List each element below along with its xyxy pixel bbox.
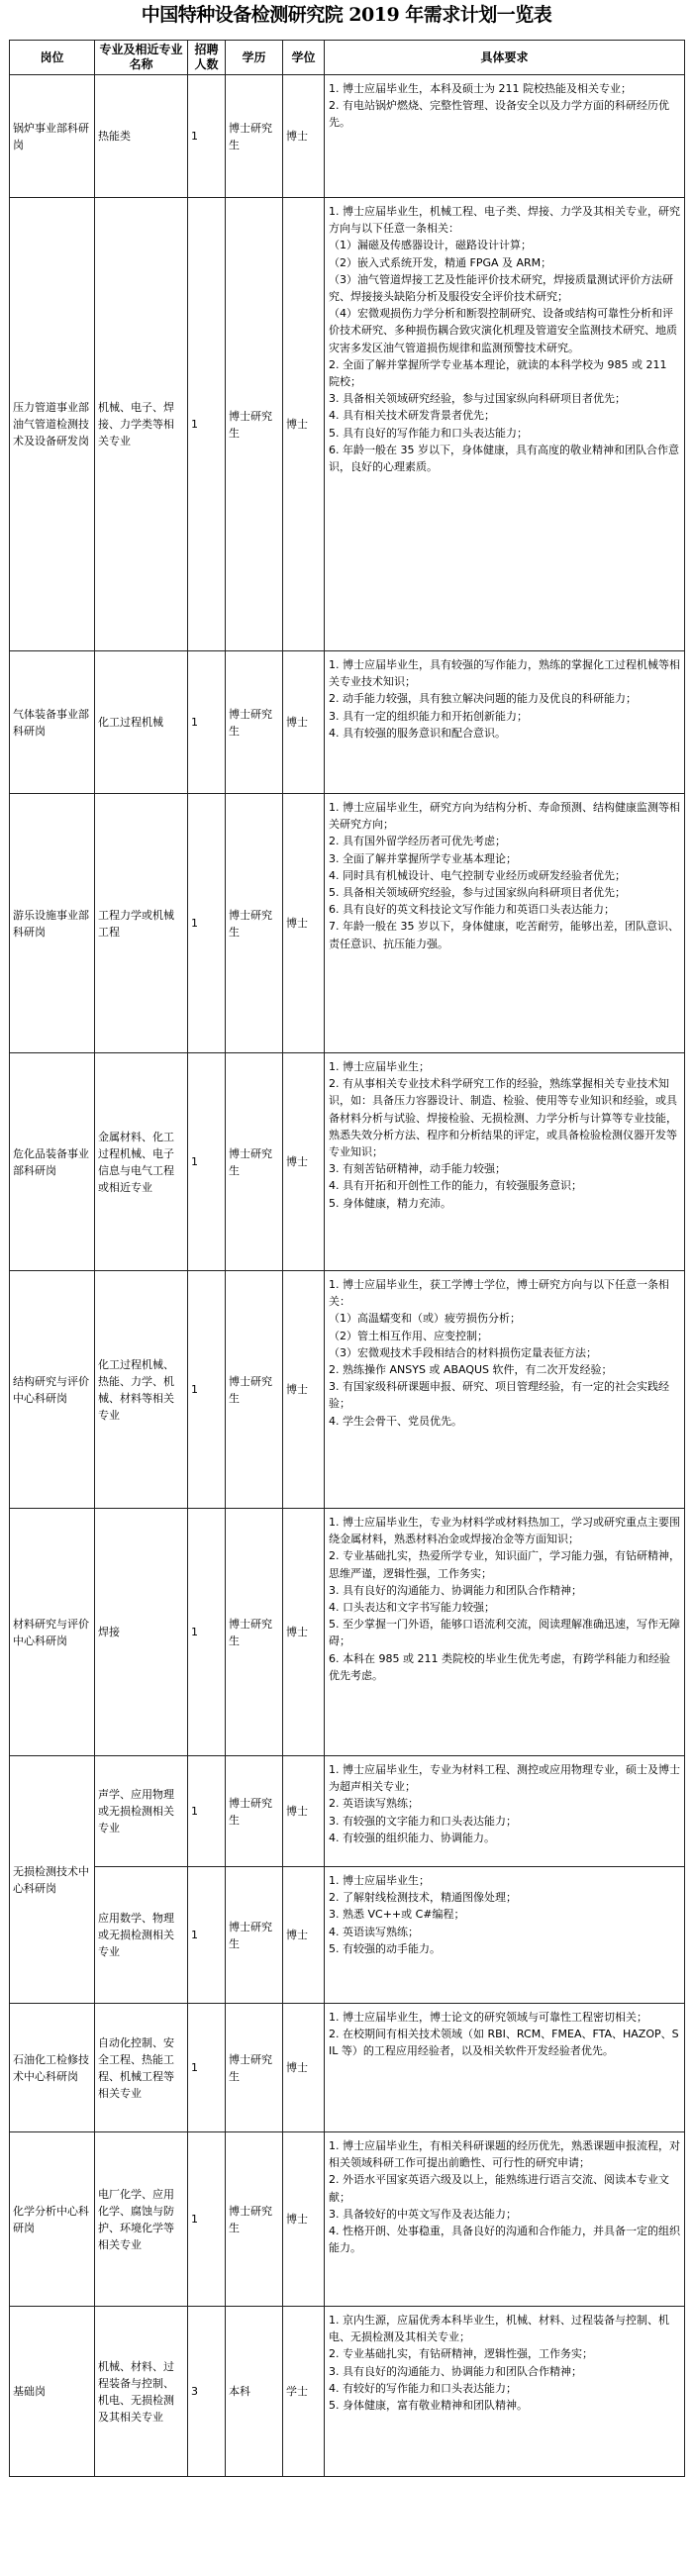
post-cell: 压力管道事业部油气管道检测技术及设备研发岗 bbox=[10, 198, 95, 651]
degree-cell: 博士 bbox=[283, 1053, 325, 1271]
count-cell: 1 bbox=[188, 1867, 226, 2004]
requirement-line: 3. 有国家级科研课题申报、研究、项目管理经验，有一定的社会实践经验； bbox=[329, 1380, 669, 1411]
education-cell: 博士研究生 bbox=[226, 1271, 283, 1509]
count-cell: 1 bbox=[188, 1509, 226, 1756]
requirement-line: 1. 博士应届毕业生，研究方向为结构分析、寿命预测、结构健康监测等相关研究方向； bbox=[329, 801, 680, 832]
count-cell: 1 bbox=[188, 651, 226, 794]
requirement-line: 6. 具有良好的英文科技论文写作能力和英语口头表达能力； bbox=[329, 903, 615, 917]
requirement-line: 5. 身体健康，精力充沛。 bbox=[329, 1196, 451, 1210]
requirement-line: 1. 博士应届毕业生，具有较强的写作能力，熟练的掌握化工过程机械等相关专业技术知识； bbox=[329, 658, 680, 689]
major-cell: 机械、电子、焊接、力学类等相关专业 bbox=[95, 198, 188, 651]
requirement-line: （1）漏磁及传感器设计，磁路设计计算； bbox=[329, 239, 532, 252]
requirement-line: 1. 博士应届毕业生，获工学博士学位，博士研究方向与以下任意一条相关： bbox=[329, 1278, 669, 1309]
post-cell: 基础岗 bbox=[10, 2307, 95, 2477]
requirements-cell bbox=[325, 651, 685, 794]
table-row bbox=[10, 1867, 685, 2004]
requirement-line: 2. 有从事相关专业技术科学研究工作的经验，熟练掌握相关专业技术知识，如：具备压力容器设计、制造、检验、使用等专业知识和经验，或具备材料分析与试验、焊接检验、无损检测、力学分析与计算等专业技能，熟悉失效分析方法、程序和分析结果的评定，或具备检验检测仪器开发等专业知识； bbox=[329, 1077, 677, 1159]
requirement-line: 5. 有较强的动手能力。 bbox=[329, 1941, 441, 1955]
degree-cell: 博士 bbox=[283, 198, 325, 651]
requirement-line: 4. 有较强的组织能力、协调能力。 bbox=[329, 1831, 495, 1844]
requirement-line: 2. 动手能力较强，具有独立解决问题的能力及优良的科研能力； bbox=[329, 692, 637, 706]
count-cell: 1 bbox=[188, 1756, 226, 1867]
post-cell: 结构研究与评价中心科研岗 bbox=[10, 1271, 95, 1509]
requirement-line: 4. 性格开朗、处事稳重，具备良好的沟通和合作能力，并具备一定的组织能力。 bbox=[329, 2225, 680, 2255]
post-cell: 化学分析中心科研岗 bbox=[10, 2132, 95, 2307]
post-cell: 气体装备事业部科研岗 bbox=[10, 651, 95, 794]
requirement-line: 1. 京内生源，应届优秀本科毕业生，机械、材料、过程装备与控制、机电、无损检测及其相关专业； bbox=[329, 2314, 669, 2344]
requirement-line: 2. 了解射线检测技术，精通图像处理； bbox=[329, 1891, 517, 1905]
table-row bbox=[10, 2307, 685, 2477]
requirement-line: 3. 具备相关领域研究经验，参与过国家纵向科研项目者优先； bbox=[329, 392, 626, 406]
major-cell: 机械、材料、过程装备与控制、机电、无损检测及其相关专业 bbox=[95, 2307, 188, 2477]
requirement-line: 4. 有较好的写作能力和口头表达能力； bbox=[329, 2381, 517, 2395]
header-count: 招聘人数 bbox=[188, 41, 226, 75]
requirement-line: 2. 在校期间有相关技术领域（如 RBI、RCM、FMEA、FTA、HAZOP、SIL 等）的工程应用经验者，以及相关软件开发经验者优先。 bbox=[329, 2028, 679, 2058]
table-row bbox=[10, 794, 685, 1053]
post-cell: 石油化工检修技术中心科研岗 bbox=[10, 2004, 95, 2132]
requirement-line: 1. 博士应届毕业生，博士论文的研究领域与可靠性工程密切相关； bbox=[329, 2011, 647, 2024]
requirement-line: 4. 英语读写熟练； bbox=[329, 1925, 419, 1938]
requirement-line: 3. 有刻苦钻研精神，动手能力较强； bbox=[329, 1162, 506, 1176]
requirement-line: 5. 至少掌握一门外语，能够口语流利交流，阅读理解准确迅速，写作无障碍； bbox=[329, 1618, 680, 1648]
requirement-line: 6. 年龄一般在 35 岁以下，身体健康，具有高度的敬业精神和团队合作意识，良好的心理素质。 bbox=[329, 443, 679, 474]
post-cell: 材料研究与评价中心科研岗 bbox=[10, 1509, 95, 1756]
education-cell: 博士研究生 bbox=[226, 1756, 283, 1867]
degree-cell: 学士 bbox=[283, 2307, 325, 2477]
requirements-cell bbox=[325, 794, 685, 1053]
requirement-line: 1. 博士应届毕业生，机械工程、电子类、焊接、力学及其相关专业，研究方向与以下任意一条相关： bbox=[329, 205, 680, 236]
major-cell: 声学、应用物理或无损检测相关专业 bbox=[95, 1756, 188, 1867]
major-cell: 焊接 bbox=[95, 1509, 188, 1756]
recruitment-table bbox=[9, 40, 685, 2477]
table-row bbox=[10, 2132, 685, 2307]
requirement-line: （4）宏微观损伤力学分析和断裂控制研究、设备或结构可靠性分析和评价技术研究、多种损伤耦合致灾演化机理及管道安全监测技术研究、地质灾害多发区油气管道损伤规律和监测预警技术研究。 bbox=[329, 307, 677, 354]
requirement-line: 3. 具有良好的沟通能力、协调能力和团队合作精神； bbox=[329, 1583, 582, 1597]
major-cell: 应用数学、物理或无损检测相关专业 bbox=[95, 1867, 188, 2004]
major-cell: 电厂化学、应用化学、腐蚀与防护、环境化学等相关专业 bbox=[95, 2132, 188, 2307]
post-cell: 无损检测技术中心科研岗 bbox=[10, 1756, 95, 2004]
count-cell: 1 bbox=[188, 1271, 226, 1509]
requirement-line: 3. 全面了解并掌握所学专业基本理论； bbox=[329, 851, 517, 865]
table-row bbox=[10, 1271, 685, 1509]
requirement-line: 4. 具有较强的服务意识和配合意识。 bbox=[329, 726, 506, 740]
education-cell: 博士研究生 bbox=[226, 2132, 283, 2307]
header-requirements: 具体要求 bbox=[325, 41, 685, 75]
requirement-line: （3）油气管道焊接工艺及性能评价技术研究，焊接质量测试评价方法研究、焊接接头缺陷分析及服役安全评价技术研究； bbox=[329, 272, 673, 304]
requirement-line: 2. 熟练操作 ANSYS 或 ABAQUS 软件，有二次开发经验； bbox=[329, 1363, 613, 1377]
table-row bbox=[10, 651, 685, 794]
degree-cell: 博士 bbox=[283, 2004, 325, 2132]
requirement-line: 1. 博士应届毕业生，专业为材料工程、测控或应用物理专业，硕士及博士为超声相关专业； bbox=[329, 1763, 680, 1794]
major-cell: 工程力学或机械工程 bbox=[95, 794, 188, 1053]
education-cell: 博士研究生 bbox=[226, 75, 283, 198]
count-cell: 1 bbox=[188, 2004, 226, 2132]
table-row bbox=[10, 1053, 685, 1271]
major-cell: 化工过程机械 bbox=[95, 651, 188, 794]
requirements-cell bbox=[325, 2004, 685, 2132]
post-cell: 游乐设施事业部科研岗 bbox=[10, 794, 95, 1053]
table-row bbox=[10, 75, 685, 198]
requirement-line: 2. 专业基础扎实，热爱所学专业，知识面广，学习能力强，有钻研精神，思维严谨，逻辑性强，工作务实； bbox=[329, 1549, 680, 1580]
major-cell: 热能类 bbox=[95, 75, 188, 198]
requirement-line: 4. 学生会骨干、党员优先。 bbox=[329, 1414, 462, 1428]
post-cell: 锅炉事业部科研岗 bbox=[10, 75, 95, 198]
education-cell: 博士研究生 bbox=[226, 1509, 283, 1756]
requirement-line: 5. 具备相关领域研究经验，参与过国家纵向科研项目者优先； bbox=[329, 886, 626, 900]
requirement-line: 3. 具有良好的沟通能力、协调能力和团队合作精神； bbox=[329, 2364, 582, 2378]
degree-cell: 博士 bbox=[283, 651, 325, 794]
requirement-line: 3. 具有一定的组织能力和开拓创新能力； bbox=[329, 709, 528, 723]
count-cell: 1 bbox=[188, 1053, 226, 1271]
count-cell: 1 bbox=[188, 75, 226, 198]
count-cell: 1 bbox=[188, 2132, 226, 2307]
requirement-line: 4. 具有相关技术研发背景者优先； bbox=[329, 409, 495, 423]
requirement-line: （1）高温蠕变和（或）疲劳损伤分析； bbox=[329, 1312, 521, 1326]
requirements-cell bbox=[325, 2132, 685, 2307]
count-cell: 1 bbox=[188, 198, 226, 651]
education-cell: 博士研究生 bbox=[226, 794, 283, 1053]
requirement-line: 1. 博士应届毕业生； bbox=[329, 1060, 430, 1073]
requirements-cell bbox=[325, 1756, 685, 1867]
degree-cell: 博士 bbox=[283, 1756, 325, 1867]
major-cell: 金属材料、化工过程机械、电子信息与电气工程或相近专业 bbox=[95, 1053, 188, 1271]
table-row bbox=[10, 198, 685, 651]
major-cell: 自动化控制、安全工程、热能工程、机械工程等相关专业 bbox=[95, 2004, 188, 2132]
requirement-line: 2. 外语水平国家英语六级及以上，能熟练进行语言交流、阅读本专业文献； bbox=[329, 2173, 669, 2204]
count-cell: 1 bbox=[188, 794, 226, 1053]
requirements-cell bbox=[325, 75, 685, 198]
requirement-line: 2. 有电站锅炉燃烧、完整性管理、设备安全以及力学方面的科研经历优先。 bbox=[329, 99, 669, 130]
requirements-cell bbox=[325, 1867, 685, 2004]
requirement-line: 2. 英语读写熟练； bbox=[329, 1797, 419, 1811]
degree-cell: 博士 bbox=[283, 1271, 325, 1509]
requirement-line: 3. 具备较好的中英文写作及表达能力； bbox=[329, 2207, 517, 2221]
requirement-line: 7. 年龄一般在 35 岁以下，身体健康，吃苦耐劳，能够出差，团队意识、责任意识、抗压能力强。 bbox=[329, 920, 679, 950]
post-cell: 危化品装备事业部科研岗 bbox=[10, 1053, 95, 1271]
requirements-cell bbox=[325, 2307, 685, 2477]
requirement-line: （3）宏微观技术手段相结合的材料损伤定量表征方法； bbox=[329, 1345, 597, 1359]
requirement-line: 5. 具有良好的写作能力和口头表达能力； bbox=[329, 426, 528, 440]
requirement-line: 3. 有较强的文字能力和口头表达能力； bbox=[329, 1814, 517, 1828]
requirement-line: 1. 博士应届毕业生，专业为材料学或材料热加工，学习或研究重点主要围绕金属材料，熟悉材料冶金或焊接冶金等方面知识； bbox=[329, 1516, 680, 1546]
requirement-line: （2）嵌入式系统开发，精通 FPGA 及 ARM； bbox=[329, 255, 552, 269]
education-cell: 博士研究生 bbox=[226, 651, 283, 794]
degree-cell: 博士 bbox=[283, 1509, 325, 1756]
requirements-cell bbox=[325, 1271, 685, 1509]
major-cell: 化工过程机械、热能、力学、机械、材料等相关专业 bbox=[95, 1271, 188, 1509]
header-major: 专业及相近专业名称 bbox=[95, 41, 188, 75]
header-degree: 学位 bbox=[283, 41, 325, 75]
requirement-line: 2. 全面了解并掌握所学专业基本理论，就读的本科学校为 985 或 211 院校； bbox=[329, 357, 667, 389]
requirement-line: 6. 本科在 985 或 211 类院校的毕业生优先考虑，有跨学科能力和经验优先考虑。 bbox=[329, 1651, 670, 1682]
requirements-cell bbox=[325, 1509, 685, 1756]
header-education: 学历 bbox=[226, 41, 283, 75]
header-post: 岗位 bbox=[10, 41, 95, 75]
requirements-cell bbox=[325, 198, 685, 651]
degree-cell: 博士 bbox=[283, 75, 325, 198]
requirement-line: 4. 具有开拓和开创性工作的能力，有较强服务意识； bbox=[329, 1179, 582, 1193]
degree-cell: 博士 bbox=[283, 2132, 325, 2307]
requirement-line: 4. 同时具有机械设计、电气控制专业经历或研发经验者优先； bbox=[329, 868, 626, 882]
requirement-line: 1. 博士应届毕业生，有相关科研课题的经历优先，熟悉课题申报流程，对相关领域科研工作可提出前瞻性、可行性的研究申请； bbox=[329, 2139, 680, 2170]
education-cell: 博士研究生 bbox=[226, 1867, 283, 2004]
requirement-line: （2）管土相互作用、应变控制； bbox=[329, 1329, 488, 1342]
education-cell: 博士研究生 bbox=[226, 198, 283, 651]
table-row bbox=[10, 2004, 685, 2132]
requirement-line: 5. 身体健康，富有敬业精神和团队精神。 bbox=[329, 2399, 528, 2413]
requirement-line: 2. 具有国外留学经历者可优先考虑； bbox=[329, 835, 506, 848]
requirement-line: 3. 熟悉 VC++或 C#编程； bbox=[329, 1908, 465, 1922]
requirement-line: 4. 口头表达和文字书写能力较强； bbox=[329, 1601, 495, 1615]
count-cell: 3 bbox=[188, 2307, 226, 2477]
requirement-line: 1. 博士应届毕业生； bbox=[329, 1874, 430, 1887]
document-title: 中国特种设备检测研究院 2019 年需求计划一览表 bbox=[141, 4, 552, 26]
header-row bbox=[10, 41, 685, 75]
table-row bbox=[10, 1756, 685, 1867]
requirements-cell bbox=[325, 1053, 685, 1271]
education-cell: 博士研究生 bbox=[226, 2004, 283, 2132]
degree-cell: 博士 bbox=[283, 1867, 325, 2004]
table-row bbox=[10, 1509, 685, 1756]
education-cell: 本科 bbox=[226, 2307, 283, 2477]
degree-cell: 博士 bbox=[283, 794, 325, 1053]
education-cell: 博士研究生 bbox=[226, 1053, 283, 1271]
requirement-line: 1. 博士应届毕业生，本科及硕士为 211 院校热能及相关专业； bbox=[329, 82, 632, 95]
requirement-line: 2. 专业基础扎实，有钻研精神，逻辑性强，工作务实； bbox=[329, 2347, 593, 2361]
